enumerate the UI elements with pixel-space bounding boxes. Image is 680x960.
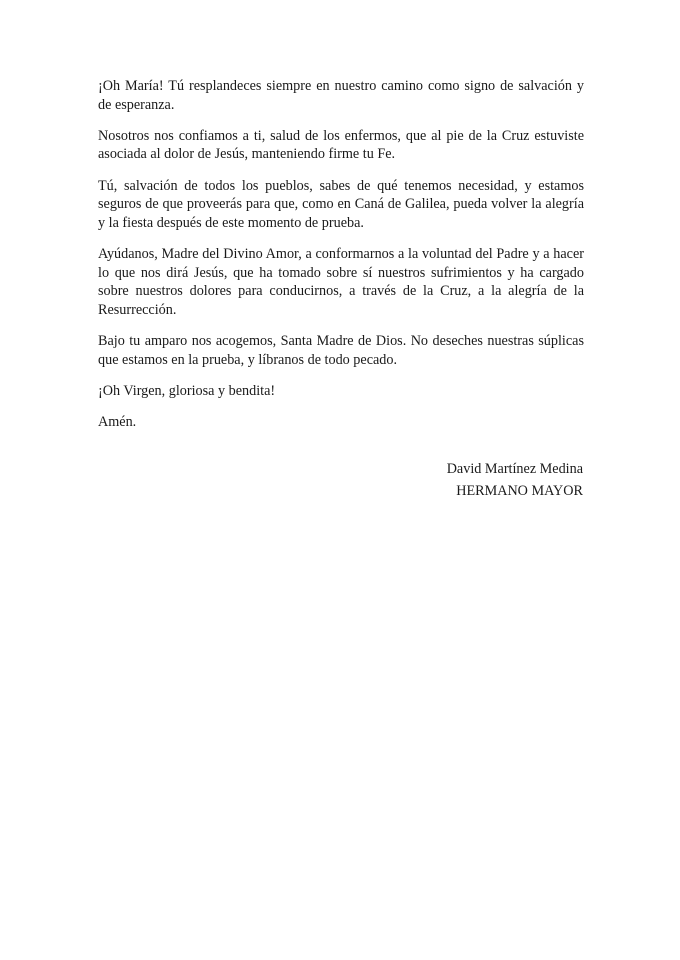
paragraph-4: Ayúdanos, Madre del Divino Amor, a conformarnos a la voluntad del Padre y a hacer lo que nos dirá Jesús, que ha tomado sobre sí nuestros sufrimientos y ha cargado sobre nuestros dolores para conducirnos, a través de la Cruz, a la alegría de la Resurrección. [98, 245, 584, 318]
paragraph-7: Amén. [98, 413, 137, 430]
paragraph-3: Tú, salvación de todos los pueblos, sabes de qué tenemos necesidad, y estamos seguros de que proveerás para que, como en Caná de Galilea, pueda volver la alegría y la fiesta después de este momento de prueba. [98, 177, 584, 231]
signature-name: David Martínez Medina [446, 461, 583, 477]
prayer-text [98, 77, 584, 444]
paragraph-5: Bajo tu amparo nos acogemos, Santa Madre de Dios. No deseches nuestras súplicas que estamos en la prueba, y líbranos de todo pecado. [98, 332, 584, 368]
paragraph-6: ¡Oh Virgen, gloriosa y bendita! [98, 382, 276, 399]
signature-role: HERMANO MAYOR [456, 483, 583, 499]
paragraph-2: Nosotros nos confiamos a ti, salud de los enfermos, que al pie de la Cruz estuviste asociada al dolor de Jesús, manteniendo firme tu Fe. [98, 127, 584, 163]
signature-block [447, 458, 583, 502]
paragraph-1: ¡Oh María! Tú resplandeces siempre en nuestro camino como signo de salvación y de esperanza. [98, 78, 584, 113]
